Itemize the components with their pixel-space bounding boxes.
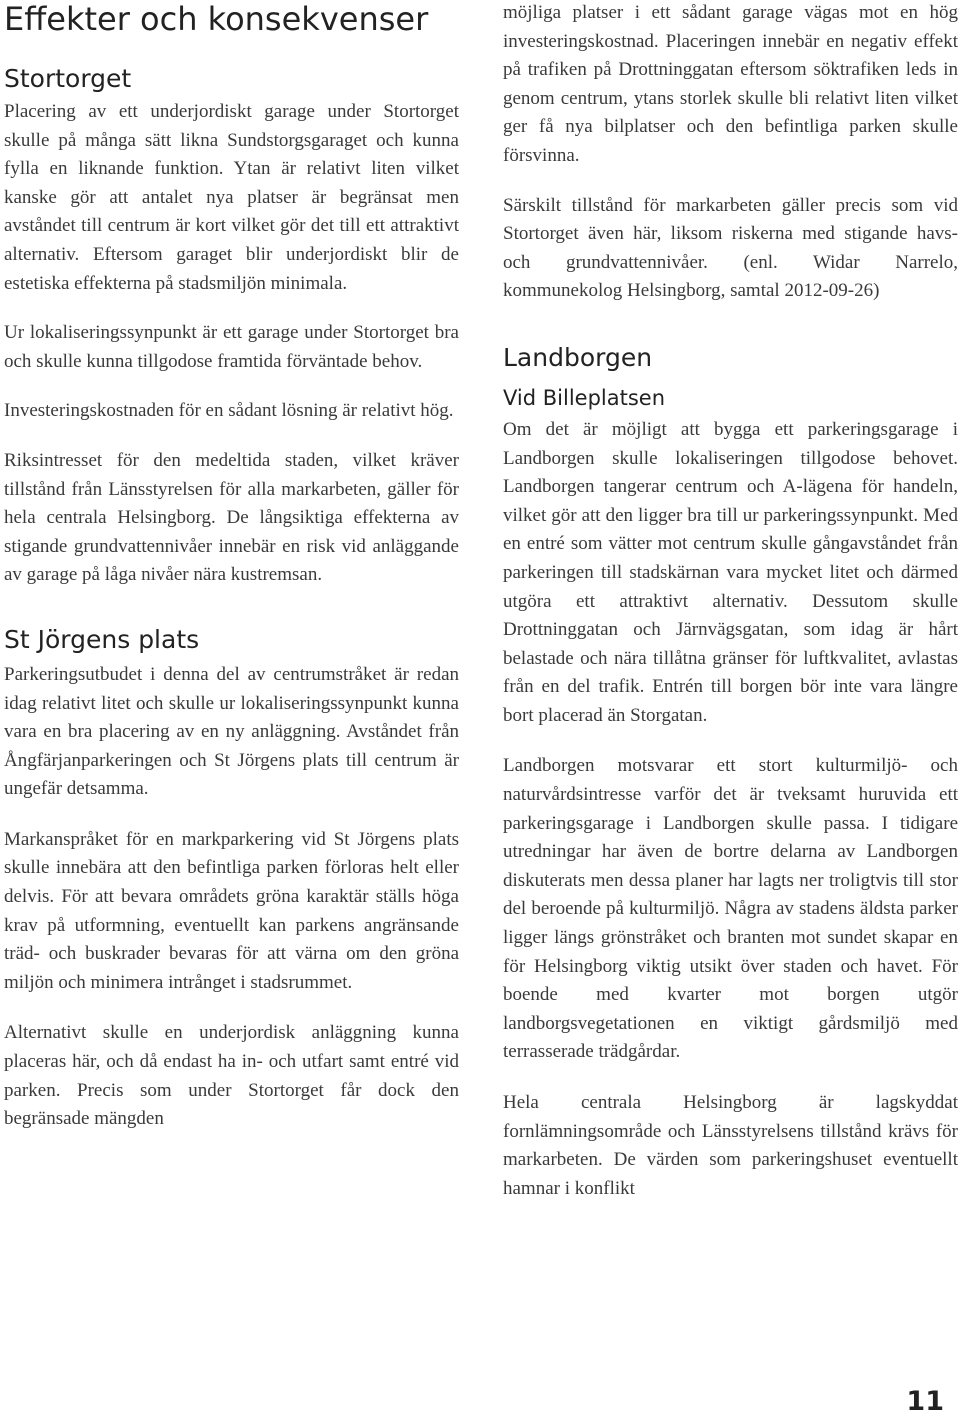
st-jorgens-paragraph-2: Markanspråket för en markparkering vid St Jörgens plats skulle innebära att den befintliga parken förloras helt eller delvis. För att bevara områdets gröna karaktär ställs höga krav på utformning, eventuellt kan parkens angränsande träd- och buskrader bevaras för att värna om den gröna miljön och minimera intrånget i stadsrummet. bbox=[4, 828, 459, 993]
landborgen-paragraph-3: Hela centrala Helsingborg är lagskyddat fornlämningsområde och Länsstyrelsens tillstånd krävs för markarbeten. De värden som parkeringshuset eventuellt hamnar i konflikt bbox=[503, 1092, 958, 1199]
landborgen-paragraph-1: Om det är möjligt att bygga ett parkeringsgarage i Landborgen skulle lokaliseringen tillgodose behovet. Landborgen tangerar centrum och A-lägena för handeln, vilket gör att den ligger bra till ur parkeringssynpunkt. Med en entré som vätter mot centrum skulle gångavståndet från parkeringen till stadskärnan vara mycket litet och därmed utgöra ett attraktivt alternativ. Dessutom skulle Drottninggatan och Järnvägsgatan, som idag är hårt belastade och nära tillåtna gränser för luftkvalitet, avlastas från en del trafik. Entrén till borgen bör inte vara längre bort placerad än Storgatan. bbox=[503, 418, 958, 726]
stortorget-paragraph-3: Investeringskostnaden för en sådant lösning är relativt hög. bbox=[4, 400, 454, 422]
right-column bbox=[503, 0, 958, 1203]
heading-landborgen: Landborgen bbox=[503, 342, 653, 372]
continued-paragraph-1: möjliga platser i ett sådant garage vägas mot en hög investeringskostnad. Placeringen innebär en negativ effekt på trafiken på Drottninggatan eftersom söktrafiken leds in genom centrum, ytans storlek skulle bli relativt liten vilket ger få nya bilplatser och den befintliga parken skulle försvinna. bbox=[503, 2, 958, 166]
landborgen-paragraph-2: Landborgen motsvarar ett stort kulturmiljö- och naturvårdsintresse varför det är tveksamt huruvida ett parkeringsgarage i Landborgen skulle passa. I tidigare utredningar har även de bortre delarna av Landborgen diskuterats men dessa planer har lagts ner troligtvis till stor del beroende på kulturmiljö. Några av stadens äldsta parker ligger längs grönstråket och branten mot sundet skapar en för Helsingborg viktig utsikt över staden och havet. För boende med kvarter mot borgen utgör landborgsvegetationen en viktigt gårdsmiljö med terrasserade trädgårdar. bbox=[503, 755, 958, 1063]
left-column bbox=[4, 0, 459, 1134]
stortorget-paragraph-4: Riksintresset för den medeltida staden, vilket kräver tillstånd från Länsstyrelsen för alla markarbeten, gäller för hela centrala Helsingborg. De långsiktiga effekterna av stigande grundvattennivåer innebär en risk vid anläggande av garage på låga nivåer nära kustremsan. bbox=[4, 449, 459, 586]
heading-st-jorgens-plats: St Jörgens plats bbox=[4, 624, 200, 654]
continued-paragraph-2: Särskilt tillstånd för markarbeten gäller precis som vid Stortorget även här, liksom riskerna med stigande havs- och grundvattennivåer. (enl. Widar Narrelo, kommunekolog Helsingborg, samtal 2012-09-26) bbox=[503, 194, 958, 302]
st-jorgens-paragraph-3: Alternativt skulle en underjordisk anläggning kunna placeras här, och då endast ha in- och utfart samt entré vid parken. Precis som under Stortorget får dock den begränsade mängden bbox=[4, 1022, 459, 1130]
page-title: Effekter och konsekvenser bbox=[4, 0, 429, 38]
stortorget-paragraph-2: Ur lokaliseringssynpunkt är ett garage under Stortorget bra och skulle kunna tillgodose framtida förväntade behov. bbox=[4, 322, 459, 372]
subheading-vid-billeplatsen: Vid Billeplatsen bbox=[503, 385, 666, 410]
heading-stortorget: Stortorget bbox=[4, 64, 132, 93]
stortorget-paragraph-1: Placering av ett underjordiskt garage under Stortorget skulle på många sätt likna Sundstorgsgaraget och kunna fylla en liknande funktion. Ytan är relativt liten vilket kanske gör att antalet nya platser är begränsat men avståndet till centrum är kort vilket gör det till ett attraktivt alternativ. Eftersom garaget blir underjordiskt blir de estetiska effekterna på stadsmiljön minimala. bbox=[4, 101, 459, 294]
page-number: 11 bbox=[906, 1386, 944, 1417]
st-jorgens-paragraph-1: Parkeringsutbudet i denna del av centrumstråket är redan idag relativt litet och skulle ur lokaliseringssynpunkt kunna vara en bra placering av en ny anläggning. Avståndet från Ångfärjanparkeringen och St Jörgens plats till centrum är ungefär detsamma. bbox=[4, 663, 459, 800]
